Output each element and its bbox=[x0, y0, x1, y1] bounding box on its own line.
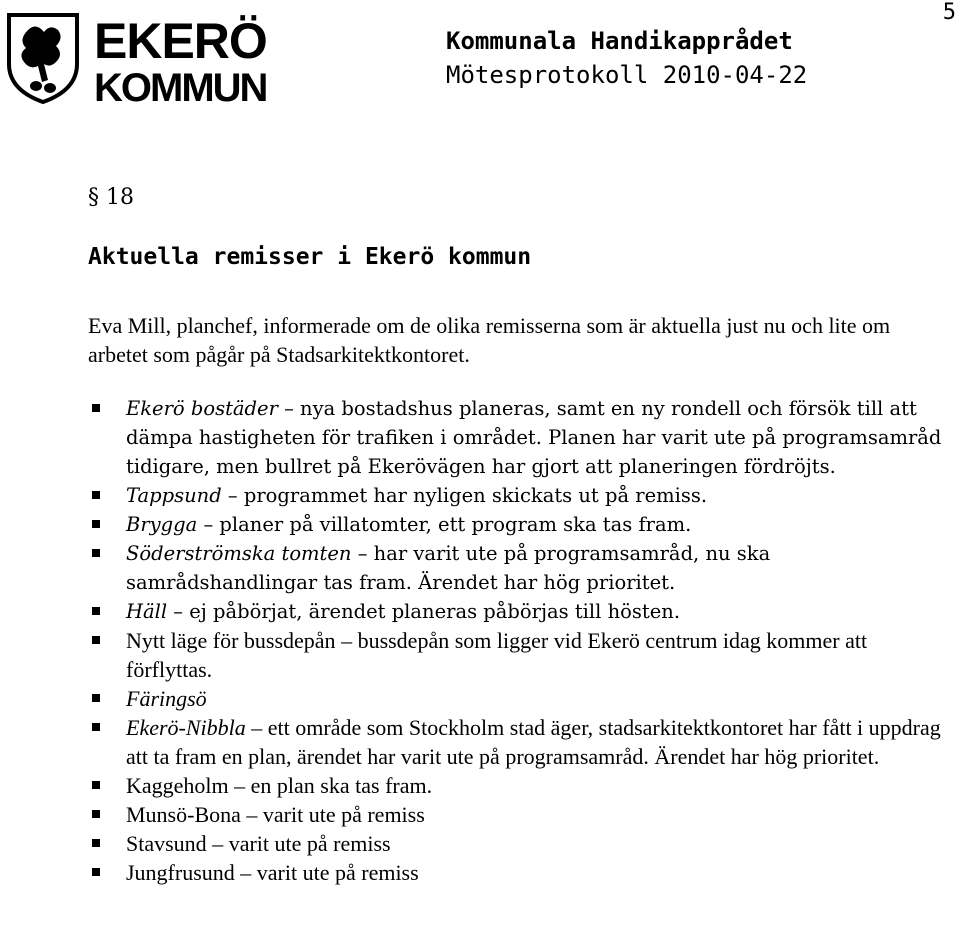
ekero-kommun-logo bbox=[6, 10, 286, 110]
list-item bbox=[88, 858, 954, 887]
item-text: – har varit ute på programsamråd, nu ska samrådshandlingar tas fram. Ärendet har hög prioritet. bbox=[126, 542, 771, 594]
item-name: Ekerö bostäder bbox=[126, 397, 278, 420]
bullet-icon bbox=[92, 404, 100, 412]
item-name: Ekerö-Nibbla bbox=[126, 715, 246, 740]
list-item bbox=[88, 800, 954, 829]
item-name: Kaggeholm bbox=[126, 773, 229, 798]
logo-wordmark bbox=[94, 13, 267, 110]
bullet-icon bbox=[92, 520, 100, 528]
item-name: Tappsund bbox=[126, 484, 222, 507]
list-item bbox=[88, 510, 954, 539]
item-text: – bussdepån som ligger vid Ekerö centrum idag kommer att förflyttas. bbox=[126, 628, 868, 682]
page-number: 5 bbox=[942, 0, 956, 25]
item-name: Brygga bbox=[126, 513, 198, 536]
bullet-icon bbox=[92, 491, 100, 499]
item-text: – planer på villatomter, ett program ska tas fram. bbox=[197, 513, 692, 536]
item-text: – varit ute på remiss bbox=[234, 860, 419, 885]
header-title: Kommunala Handikapprådet bbox=[446, 27, 793, 55]
item-name: Nytt läge för bussdepån bbox=[126, 628, 336, 653]
item-name: Färingsö bbox=[126, 686, 207, 711]
item-text: – nya bostadshus planeras, samt en ny rondell och försök till att dämpa hastigheten för trafiken i området. Planen har varit ute på programsamråd tidigare, men bullret på Ekerövägen har gjort att planeringen fördröjts. bbox=[126, 397, 942, 478]
section-title: Aktuella remisser i Ekerö kommun bbox=[88, 244, 532, 270]
bullet-icon bbox=[92, 868, 100, 876]
remiss-list bbox=[88, 394, 954, 887]
item-name: Söderströmska tomten bbox=[126, 542, 352, 565]
list-item bbox=[88, 684, 954, 713]
item-text: – ett område som Stockholm stad äger, stadsarkitektkontoret har fått i uppdrag att ta fram en plan, ärendet har varit ute på programsamråd. Ärendet har hög prioritet. bbox=[126, 715, 941, 769]
logo-line1: EKERÖ bbox=[94, 13, 267, 69]
item-name: Häll bbox=[126, 600, 168, 623]
bullet-icon bbox=[92, 723, 100, 731]
list-item bbox=[88, 771, 954, 800]
item-name: Stavsund bbox=[126, 831, 207, 856]
list-item bbox=[88, 539, 954, 597]
item-text: – ej påbörjat, ärendet planeras påbörjas till hösten. bbox=[167, 600, 681, 623]
list-item bbox=[88, 597, 954, 626]
item-text: – programmet har nyligen skickats ut på remiss. bbox=[221, 484, 708, 507]
list-item bbox=[88, 481, 954, 510]
bullet-icon bbox=[92, 694, 100, 702]
header-subtitle: Mötesprotokoll 2010-04-22 bbox=[446, 61, 808, 89]
bullet-icon bbox=[92, 636, 100, 644]
intro-paragraph: Eva Mill, planchef, informerade om de olika remisserna som är aktuella just nu och lite om arbetet som pågår på Stadsarkitektkontoret. bbox=[88, 313, 891, 367]
list-item bbox=[88, 626, 954, 684]
document-header bbox=[446, 24, 807, 92]
list-item bbox=[88, 829, 954, 858]
list-item bbox=[88, 394, 954, 481]
coat-of-arms-icon bbox=[6, 12, 80, 104]
item-text: – en plan ska tas fram. bbox=[228, 773, 433, 798]
bullet-icon bbox=[92, 839, 100, 847]
bullet-icon bbox=[92, 549, 100, 557]
paragraph-number: § 18 bbox=[88, 185, 134, 210]
bullet-icon bbox=[92, 607, 100, 615]
list-item bbox=[88, 713, 954, 771]
item-name: Jungfrusund bbox=[126, 860, 235, 885]
item-text: – varit ute på remiss bbox=[240, 802, 425, 827]
bullet-icon bbox=[92, 810, 100, 818]
item-text: – varit ute på remiss bbox=[206, 831, 391, 856]
bullet-icon bbox=[92, 781, 100, 789]
item-name: Munsö-Bona bbox=[126, 802, 241, 827]
logo-line2: KOMMUN bbox=[94, 66, 267, 110]
